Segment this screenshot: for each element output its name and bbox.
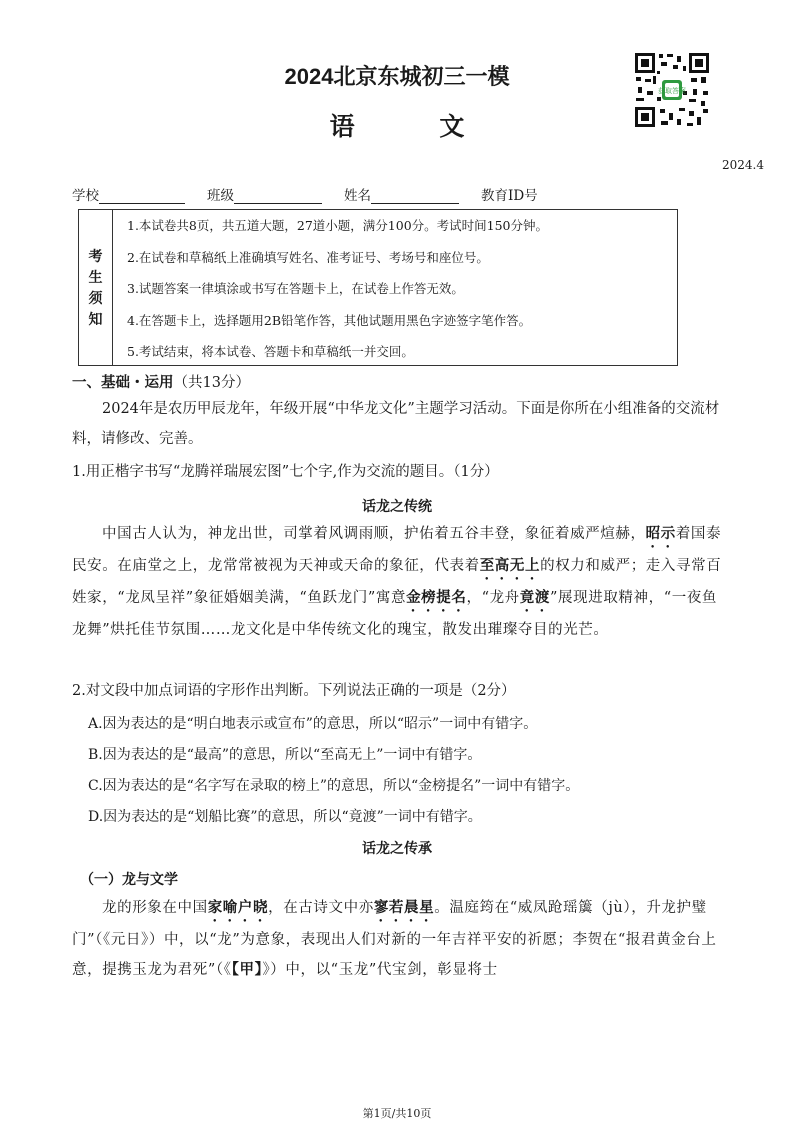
notice-item: 3.试题答案一律填涂或书写在答题卡上，在试卷上作答无效。 [127,281,464,296]
subsection-heading: （一）龙与文学 [80,871,178,887]
notice-items [113,210,677,365]
question-2-stem: 2.对文段中加点词语的字形作出判断。下列说法正确的一项是（2分） [72,683,516,699]
option-a: A.因为表达的是“明白地表示或宣布”的意思，所以“昭示”一词中有错字。 [88,716,538,732]
exam-title: 2024北京东城初三一模 [284,64,510,89]
dotted-word: 寥若晨星 [373,899,435,916]
student-info-row [72,184,560,204]
dotted-word: 至高无上 [479,557,541,574]
qr-badge-text: 获取答案 [658,87,686,95]
passage-2-title: 话龙之传承 [362,840,432,856]
passage-1-title: 话龙之传统 [362,498,432,514]
dotted-word: 家喻户晓 [207,899,269,916]
dotted-word: 竟渡 [519,589,550,606]
dotted-word: 金榜提名 [406,589,467,606]
notice-item: 4.在答题卡上，选择题用2B铅笔作答，其他试题用黑色字迹签字笔作答。 [127,312,532,328]
qr-code [633,51,711,129]
class-field[interactable]: 班级 [207,184,322,204]
id-field: 教育ID号 [481,188,538,204]
exam-notice-box [78,209,678,366]
subject-title: 语 文 [329,112,503,141]
option-b: B.因为表达的是“最高”的意思，所以“至高无上”一词中有错字。 [88,747,482,763]
notice-item: 1.本试卷共8页，共五道大题，27道小题，满分100分。考试时间150分钟。 [127,218,549,233]
section-heading: 一、基础・运用（共13分） [72,375,250,391]
blank-jia[interactable]: 【甲】 [231,961,263,978]
option-d: D.因为表达的是“划船比赛”的意思，所以“竟渡”一词中有错字。 [88,809,482,825]
section-intro: 2024年是农历甲辰龙年，年级开展“中华龙文化”主题学习活动。下面是你所在小组准备的交流材料，请修改、完善。 [72,401,720,447]
option-c: C.因为表达的是“名字写在录取的榜上”的意思，所以“金榜提名”一词中有错字。 [88,778,580,794]
name-field[interactable]: 姓名 [344,184,459,204]
dotted-word: 昭示 [645,525,676,542]
passage-1: 中国古人认为，神龙出世，司掌着风调雨顺，护佑着五谷丰登，象征着威严煊赫，昭示着国泰民安。在庙堂之上，龙常常被视为天神或天命的象征，代表着至高无上的权力和威严；走入寻常百姓家，“龙凤呈祥”象征婚姻美满，“鱼跃龙门”寓意金榜提名，“龙舟竟渡”展现进取精神，“一夜鱼龙舞”烘托佳节氛围……龙文化是中华传统文化的瑰宝，散发出璀璨夺目的光芒。 [72,525,722,638]
question-1: 1.用正楷字书写“龙腾祥瑞展宏图”七个字,作为交流的题目。（1分） [72,464,499,480]
page-number: 第1页/共10页 [362,1107,432,1120]
exam-date: 2024.4 [722,158,764,172]
passage-2: 龙的形象在中国家喻户晓，在古诗文中亦寥若晨星。温庭筠在“威凤跄瑶簴（jù），升龙护璧门”（《元日》）中，以“龙”为意象，表现出人们对新的一年吉祥平安的祈愿；李贺在“报君黄金台上意，提携玉龙为君死”（《【甲】》）中，以“玉龙”代宝剑，彰显将士 [72,899,717,978]
notice-label: 考 生 须 知 [79,210,113,365]
notice-item: 5.考试结束，将本试卷、答题卡和草稿纸一并交回。 [127,344,414,359]
qr-code-graphic [633,51,711,129]
notice-item: 2.在试卷和草稿纸上准确填写姓名、准考证号、考场号和座位号。 [127,249,489,265]
school-field[interactable]: 学校 [72,184,185,204]
